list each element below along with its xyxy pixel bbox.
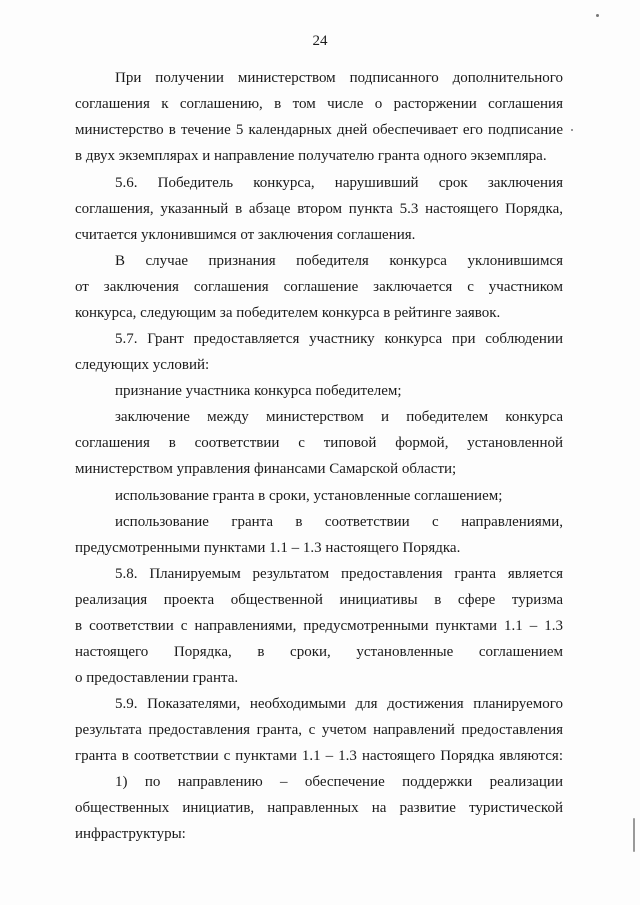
text-line: гранта в соответствии с пунктами 1.1 – 1.3 настоящего Порядка являются:: [75, 748, 563, 764]
text-line: использование гранта в соответствии с направлениями,: [115, 514, 563, 530]
text-line: соглашения к соглашению, в том числе о расторжении соглашения: [75, 96, 563, 112]
text-line: соглашения, указанный в абзаце втором пункта 5.3 настоящего Порядка,: [75, 201, 563, 217]
text-line: министерство в течение 5 календарных дней обеспечивает его подписание: [75, 122, 563, 138]
text-line: общественных инициатив, направленных на развитие туристической: [75, 800, 563, 816]
text-line: результата предоставления гранта, с учетом направлений предоставления: [75, 722, 563, 738]
scan-speck: [571, 129, 573, 131]
text-line: от заключения соглашения соглашение заключается с участником: [75, 279, 563, 295]
text-line: В случае признания победителя конкурса уклонившимся: [115, 253, 563, 269]
text-line: конкурса, следующим за победителем конкурса в рейтинге заявок.: [75, 305, 501, 321]
text-line: считается уклонившимся от заключения соглашения.: [75, 227, 416, 243]
text-line: настоящего Порядка, в сроки, установленные соглашением: [75, 644, 563, 660]
text-line: использование гранта в сроки, установленные соглашением;: [115, 488, 503, 504]
text-line: инфраструктуры:: [75, 826, 186, 842]
text-line: 5.6. Победитель конкурса, нарушивший срок заключения: [115, 175, 563, 191]
text-line: реализация проекта общественной инициативы в сфере туризма: [75, 592, 563, 608]
text-line: 5.9. Показателями, необходимыми для достижения планируемого: [115, 696, 563, 712]
text-line: 5.7. Грант предоставляется участнику конкурса при соблюдении: [115, 331, 563, 347]
scan-speck: [596, 14, 599, 17]
text-line: в двух экземплярах и направление получателю гранта одного экземпляра.: [75, 148, 547, 164]
text-line: 5.8. Планируемым результатом предоставления гранта является: [115, 566, 563, 582]
text-line: При получении министерством подписанного дополнительного: [115, 70, 563, 86]
text-line: предусмотренными пунктами 1.1 – 1.3 настоящего Порядка.: [75, 540, 461, 556]
text-line: 1) по направлению – обеспечение поддержки реализации: [115, 774, 563, 790]
text-line: заключение между министерством и победителем конкурса: [115, 409, 563, 425]
page-number: 24: [312, 33, 328, 49]
text-line: министерством управления финансами Самарской области;: [75, 461, 457, 477]
text-line: в соответствии с направлениями, предусмотренными пунктами 1.1 – 1.3: [75, 618, 563, 634]
scan-edge-mark: [633, 818, 635, 852]
text-line: соглашения в соответствии с типовой формой, установленной: [75, 435, 563, 451]
text-line: о предоставлении гранта.: [75, 670, 239, 686]
text-line: следующих условий:: [75, 357, 210, 373]
text-line: признание участника конкурса победителем;: [115, 383, 402, 399]
